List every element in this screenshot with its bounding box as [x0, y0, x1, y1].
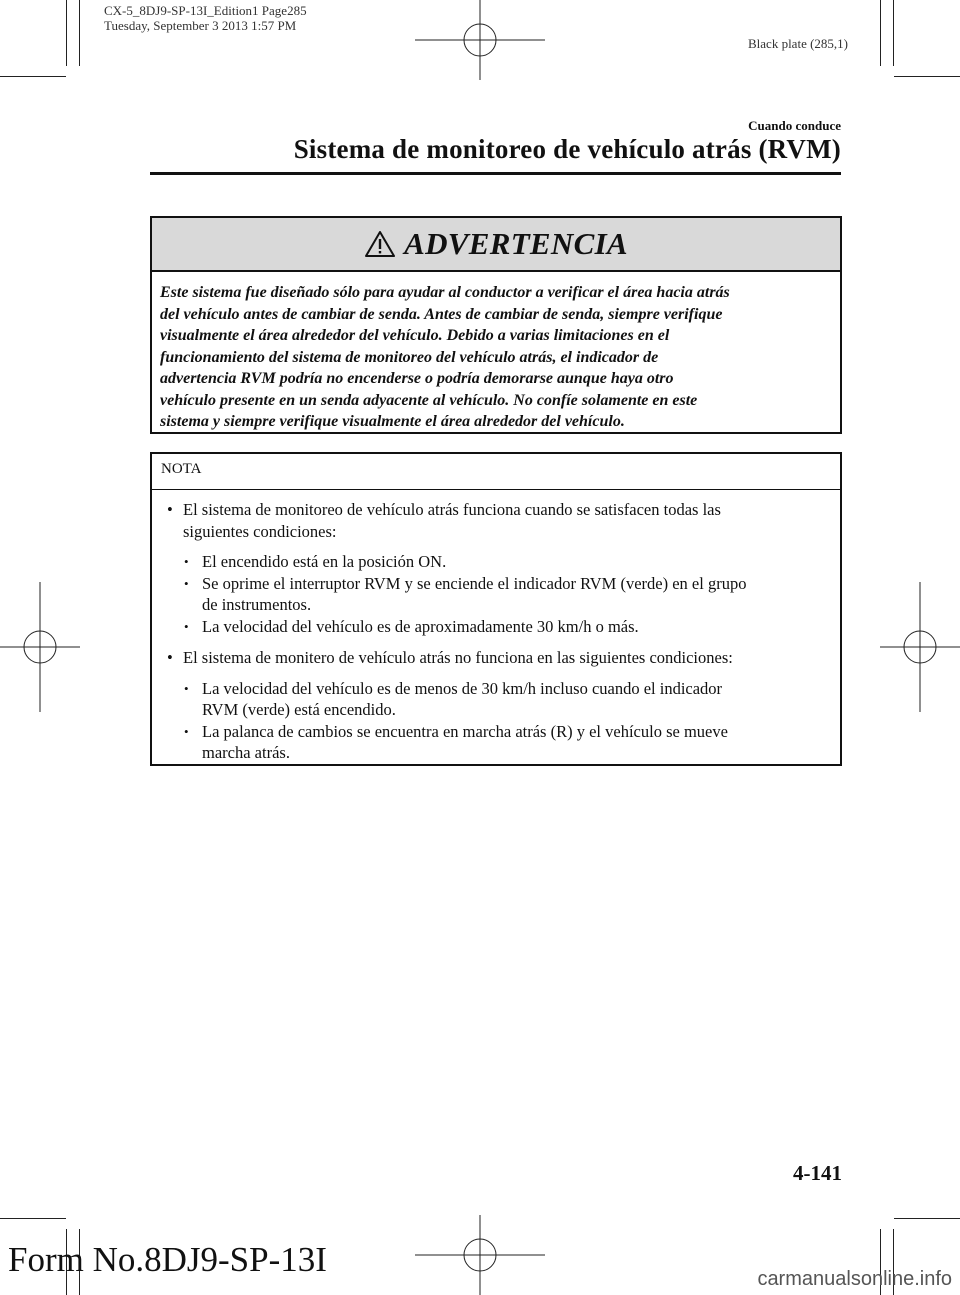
registration-mark-left [0, 582, 80, 712]
bullet-line: El sistema de monitero de vehículo atrás no funciona en las siguientes condiciones: [183, 648, 733, 667]
section-label: Cuando conduce [748, 118, 841, 133]
note-subitem [160, 551, 832, 573]
warning-header [152, 218, 840, 272]
note-subitem [160, 616, 832, 638]
form-number: Form No.8DJ9-SP-13I [8, 1240, 327, 1279]
imprint-line-2: Tuesday, September 3 2013 1:57 PM [104, 18, 297, 33]
bullet-dot-icon: • [167, 648, 173, 667]
note-subitem [160, 678, 832, 721]
subitem-line: RVM (verde) está encendido. [202, 700, 396, 719]
note-sublist [160, 678, 832, 764]
subitem-line: marcha atrás. [202, 743, 290, 762]
bullet-dot-icon: • [167, 500, 173, 519]
subitem-line: La palanca de cambios se encuentra en marcha atrás (R) y el vehículo se mueve [202, 721, 728, 741]
note-title: NOTA [152, 454, 840, 490]
page-title: Sistema de monitoreo de vehículo atrás (RVM) [293, 134, 841, 164]
title-divider [150, 172, 841, 175]
crop-mark [894, 76, 960, 77]
note-body [152, 490, 840, 764]
note-subitem [160, 721, 832, 764]
crop-mark [0, 1218, 66, 1219]
registration-mark-top [415, 0, 545, 80]
crop-mark [893, 0, 894, 66]
crop-mark [894, 1218, 960, 1219]
registration-mark-right [880, 582, 960, 712]
subitem-line: El encendido está en la posición ON. [202, 552, 447, 571]
warning-title: ADVERTENCIA [404, 226, 628, 261]
note-subitem [160, 573, 832, 616]
warning-line: vehículo presente en un senda adyacente al vehículo. No confíe solamente en este [160, 391, 698, 409]
registration-mark-bottom [415, 1215, 545, 1295]
sub-bullet-icon: • [184, 680, 189, 696]
crop-mark [0, 76, 66, 77]
warning-line: Este sistema fue diseñado sólo para ayudar al conductor a verificar el área hacia atrás [160, 284, 730, 301]
imprint-line-1: CX-5_8DJ9-SP-13I_Edition1 Page285 [104, 3, 307, 18]
note-bullet [160, 499, 832, 542]
warning-line: sistema y siempre verifique visualmente el área alrededor del vehículo. [160, 413, 625, 430]
crop-mark [66, 0, 67, 66]
watermark-text: carmanualsonline.info [757, 1268, 952, 1290]
sub-bullet-icon: • [184, 554, 189, 569]
subitem-line: Se oprime el interruptor RVM y se enciende el indicador RVM (verde) en el grupo [202, 573, 747, 593]
page-number: 4-141 [793, 1161, 842, 1185]
crop-mark [79, 0, 80, 66]
note-sublist [160, 551, 832, 637]
subitem-line: La velocidad del vehículo es de menos de 30 km/h incluso cuando el indicador [202, 678, 723, 698]
warning-box [150, 216, 842, 434]
note-box [150, 452, 842, 766]
warning-line: visualmente el área alrededor del vehículo. Debido a varias limitaciones en el [160, 327, 670, 344]
warning-text [152, 272, 840, 433]
sub-bullet-icon: • [184, 723, 189, 739]
sub-bullet-icon: • [184, 575, 189, 591]
print-imprint [104, 3, 307, 33]
warning-line: del vehículo antes de cambiar de senda. Antes de cambiar de senda, siempre verifique [160, 305, 723, 323]
crop-mark [880, 0, 881, 66]
bullet-line: siguientes condiciones: [183, 521, 337, 541]
warning-line: funcionamiento del sistema de monitoreo del vehículo atrás, el indicador de [160, 348, 659, 366]
note-bullet [160, 647, 832, 669]
bullet-line: El sistema de monitoreo de vehículo atrás funciona cuando se satisfacen todas las [183, 500, 721, 519]
subitem-line: La velocidad del vehículo es de aproximadamente 30 km/h o más. [202, 616, 639, 636]
warning-triangle-icon [364, 230, 396, 258]
subitem-line: de instrumentos. [202, 595, 312, 614]
warning-line: advertencia RVM podría no encenderse o podría demorarse aunque haya otro [160, 370, 674, 387]
sub-bullet-icon: • [184, 618, 189, 634]
plate-label: Black plate (285,1) [748, 36, 848, 51]
